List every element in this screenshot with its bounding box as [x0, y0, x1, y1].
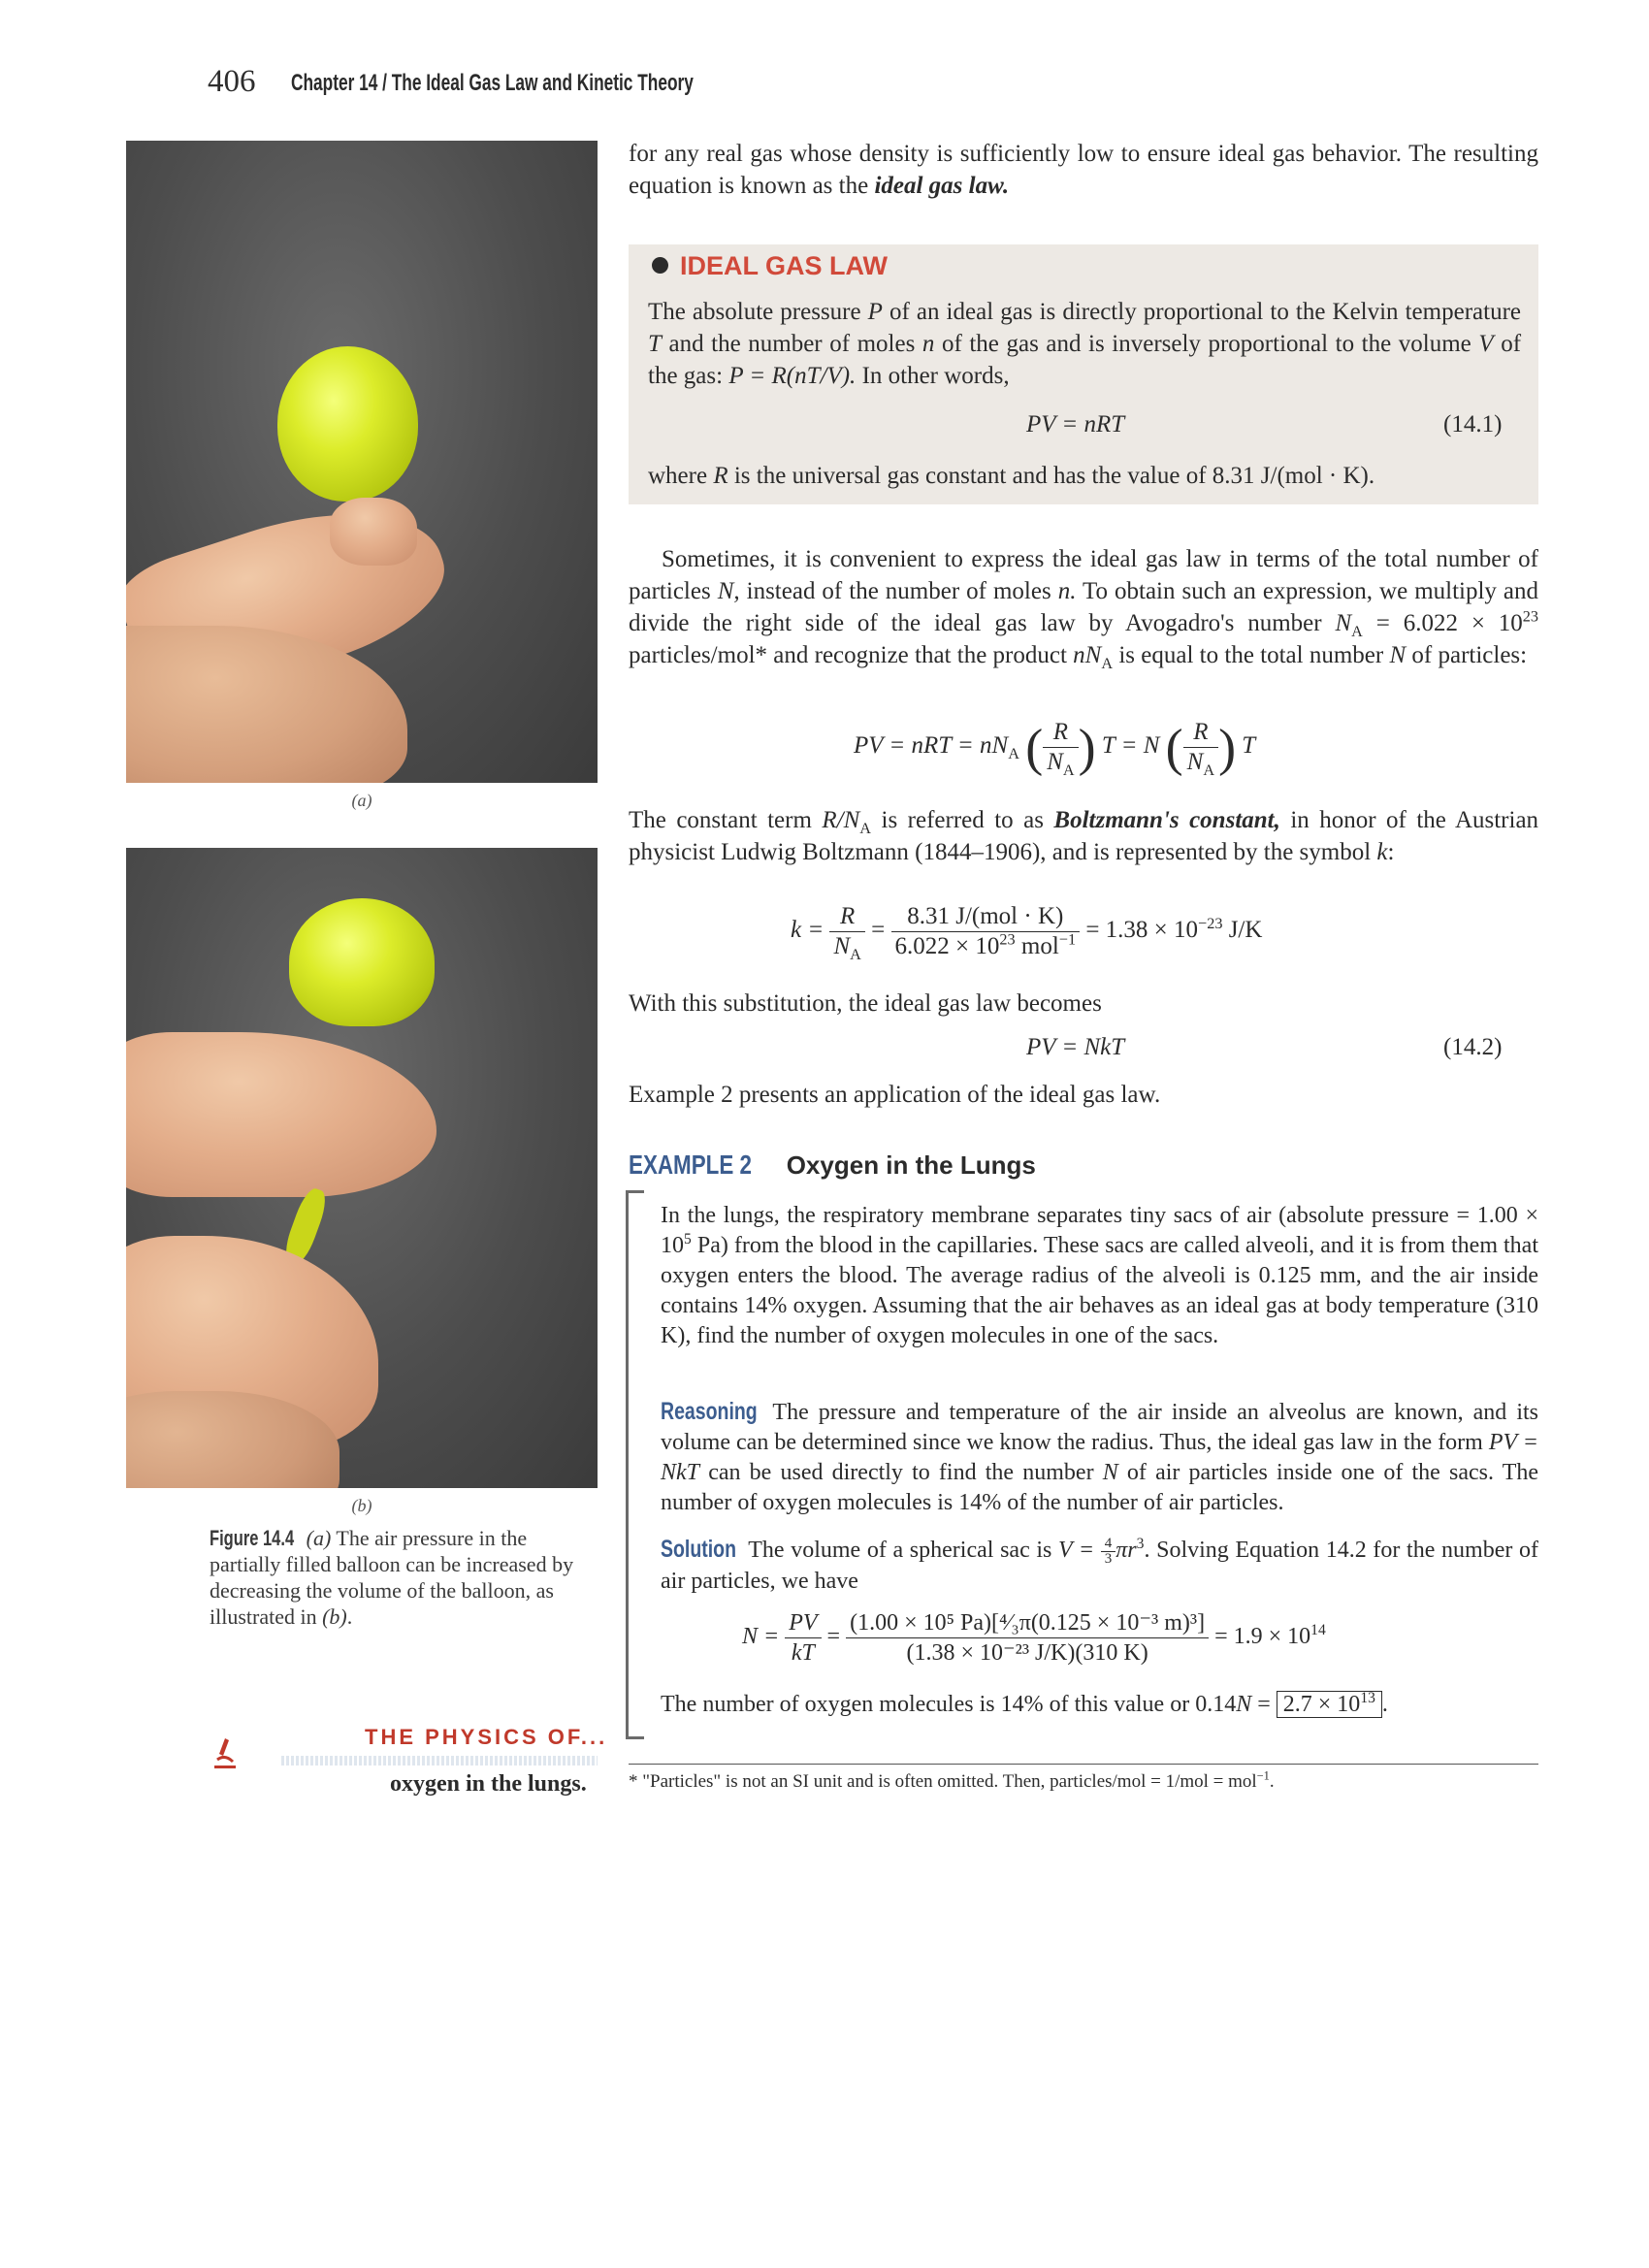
- k-result-unit: J/K: [1228, 917, 1263, 944]
- solution-t1: The volume of a spherical sac is: [748, 1538, 1052, 1563]
- law-n: n: [922, 331, 935, 357]
- figure-caption-label: Figure 14.4: [210, 1526, 295, 1550]
- final-t1: The number of oxygen molecules is 14% of this value or 0.14: [661, 1692, 1237, 1717]
- chain-end: T: [1242, 732, 1256, 760]
- law-t3: and the number of moles: [668, 331, 916, 357]
- footnote-text: * "Particles" is not an SI unit and is often omitted. Then, particles/mol = 1/mol = mol: [629, 1771, 1257, 1792]
- p2-t1: Sometimes, it is convenient to express the ideal gas law in terms of the total number of particles: [629, 546, 1538, 604]
- p3-RNA: R/N: [822, 807, 860, 833]
- paragraph-particles: [629, 543, 1538, 671]
- law-t6: In other words,: [861, 363, 1010, 389]
- bullet-icon: [652, 257, 668, 274]
- photo-balloon-a: [126, 141, 598, 783]
- k-den-exp: 23: [999, 930, 1016, 949]
- p3-t2: is referred to as: [881, 807, 1044, 833]
- reasoning-t3: of air particles inside one of the sacs. The number of oxygen molecules is 14% of the number of air particles.: [661, 1460, 1539, 1515]
- equation-chain: PV = nRT = $nN_A$ ( $\frac{R}{N_A}$ ) T = N ( $\frac{R}{N_A}$ ) T: [854, 718, 1256, 779]
- law-where2: is the universal gas constant and has the value of 8.31 J/(mol · K).: [733, 463, 1375, 489]
- k-frac-2: [891, 902, 1081, 961]
- solution-t2: . Solving Equation 14.2 for the number of air particles, we have: [661, 1538, 1538, 1594]
- k-frac-1: [829, 902, 864, 961]
- ex-problem2: Pa) from the blood in the capillaries. These sacs are called alveoli, and it is from them that oxygen enters the blood. The average radius of the alveoli is 0.125 mm, and the air inside contains 14% oxygen. Assuming that the air behaves as an ideal gas at body temperature (310 K), find the number of oxygen molecules in one of the sacs.: [661, 1233, 1539, 1348]
- law-formula-inline: P = R(nT/V).: [728, 363, 857, 389]
- k-frac1-den: N: [833, 933, 851, 959]
- final-N: N: [1236, 1692, 1252, 1717]
- intro-term: ideal gas law.: [874, 173, 1010, 199]
- solution-label: Solution: [661, 1536, 736, 1563]
- p2-t2: instead of the number of moles: [746, 578, 1051, 604]
- footnote-exp: −1: [1256, 1768, 1270, 1783]
- thumb-a: [330, 498, 417, 566]
- eq-14-1-text: PV = nRT: [1026, 411, 1125, 437]
- chain-frac-2: [1183, 718, 1218, 777]
- n-frac1-num: PV: [785, 1608, 821, 1638]
- intro-paragraph: [629, 138, 1538, 202]
- example-reasoning: [661, 1397, 1538, 1518]
- example-intro-text: Example 2 presents an application of the ideal gas law.: [629, 1082, 1161, 1108]
- reasoning-label: Reasoning: [661, 1398, 758, 1425]
- chain-frac-1: [1043, 718, 1078, 777]
- chain-frac1-sub: A: [1062, 761, 1075, 779]
- caption-b-ref: (b): [322, 1604, 347, 1629]
- p2-t6: is equal to the total number: [1118, 642, 1384, 668]
- example-title: Oxygen in the Lungs: [786, 1150, 1036, 1180]
- k-frac2-den: 6.022 × 10: [894, 933, 1000, 959]
- reasoning-N: N: [1102, 1460, 1118, 1485]
- physics-of-topic: oxygen in the lungs.: [390, 1771, 587, 1797]
- footnote-end: .: [1269, 1771, 1275, 1792]
- balloon-a: [277, 346, 418, 502]
- k-result: = 1.38 × 10: [1085, 917, 1199, 944]
- boltzmann-equation: [791, 902, 1262, 961]
- footnote-rule: [629, 1764, 1538, 1765]
- law-t1: The absolute pressure: [648, 299, 861, 325]
- chain-frac1-num: R: [1043, 718, 1078, 748]
- solution-frac-num: 4: [1101, 1537, 1116, 1552]
- ideal-gas-law-title: [652, 251, 888, 281]
- law-t2: of an ideal gas is directly proportional to the Kelvin temperature: [889, 299, 1521, 325]
- final-eq: =: [1257, 1692, 1271, 1717]
- n-result-exp: 14: [1310, 1622, 1326, 1639]
- reasoning-t2: can be used directly to find the number: [708, 1460, 1094, 1485]
- figure-label-a: (a): [351, 791, 372, 810]
- law-where1: where: [648, 463, 708, 489]
- p2-t5: particles/mol* and recognize that the product: [629, 642, 1067, 668]
- p2-N: N,: [717, 578, 740, 604]
- balloon-b: [289, 898, 435, 1026]
- physics-of-bar: [281, 1756, 598, 1766]
- footnote: [629, 1768, 1275, 1793]
- caption-a-ref: (a): [306, 1526, 332, 1550]
- p3-t1: The constant term: [629, 807, 812, 833]
- p2-t3: To obtain such an expression, we multiply and divide the right side of the ideal gas law by Avogadro's number: [629, 578, 1539, 636]
- final-answer: 2.7 × 10: [1282, 1692, 1361, 1717]
- physics-of-title: THE PHYSICS OF...: [365, 1725, 608, 1749]
- p2-exp: 23: [1522, 607, 1539, 626]
- chain-frac2-sub: A: [1203, 761, 1215, 779]
- intro-text: for any real gas whose density is sufficiently low to ensure ideal gas behavior. The resulting equation is known as the: [629, 141, 1538, 199]
- running-head: Chapter 14 / The Ideal Gas Law and Kinetic Theory: [291, 70, 694, 96]
- substitution-text: With this substitution, the ideal gas law becomes: [629, 990, 1102, 1017]
- eq-14-2-text: PV = NkT: [1026, 1034, 1125, 1060]
- k-frac2-num: 8.31 J/(mol · K): [891, 902, 1081, 932]
- ex-problem-exp: 5: [684, 1231, 692, 1247]
- n-result: = 1.9 × 10: [1214, 1624, 1311, 1650]
- p2-NA: N: [1335, 610, 1352, 636]
- particles-equation: N = $\frac{PV}{kT}$ = $\frac{\text{(1.00 × 10⁵ Pa)[⁴⁄₃π(0.125 × 10⁻³ m)³]}}{\text{(1.38 × 10⁻²³ J/K)(310 K)}}$ = $1.9 \times 10^{14}$: [742, 1610, 1326, 1666]
- n-lhs: N =: [742, 1624, 780, 1650]
- p2-t7: of particles:: [1411, 642, 1528, 668]
- reasoning-eq: PV = NkT: [661, 1430, 1539, 1485]
- example-final: [661, 1688, 1538, 1721]
- p3-colon: :: [1387, 839, 1395, 865]
- final-end: .: [1381, 1692, 1388, 1717]
- solution-pr: πr: [1116, 1538, 1137, 1563]
- chain-sub: A: [1008, 745, 1019, 763]
- law-P: P: [867, 299, 883, 325]
- p3-RNA-sub: A: [859, 820, 872, 837]
- law-title-text: IDEAL GAS LAW: [680, 251, 889, 280]
- law-statement: [648, 296, 1521, 392]
- chain-frac2-den: N: [1186, 749, 1204, 775]
- k-lhs: k =: [791, 917, 824, 944]
- microscope-icon: [211, 1736, 239, 1771]
- p3-k: k: [1376, 839, 1388, 865]
- solution-V: V =: [1058, 1538, 1101, 1563]
- k-den-unit-exp: −1: [1058, 930, 1077, 949]
- n-frac1-den: kT: [791, 1640, 815, 1666]
- law-V: V: [1478, 331, 1494, 357]
- photo-balloon-b: [126, 848, 598, 1488]
- caption-end: .: [346, 1604, 353, 1629]
- p2-t4: = 6.022 × 10: [1375, 610, 1523, 636]
- law-t5: of the gas:: [648, 331, 1522, 389]
- k-result-exp: −23: [1198, 914, 1223, 932]
- equation-14-2-number: (14.2): [1443, 1034, 1503, 1060]
- n-frac2-den: (1.38 × 10⁻²³ J/K)(310 K): [906, 1640, 1148, 1666]
- example-solution: [661, 1535, 1538, 1597]
- page-number: 406: [208, 64, 256, 99]
- chain-frac1-den: N: [1047, 749, 1063, 775]
- figure-caption: [210, 1525, 598, 1630]
- example-heading: [629, 1150, 1036, 1181]
- figure-label-b: (b): [351, 1496, 372, 1515]
- solution-frac-den: 3: [1104, 1550, 1113, 1567]
- p2-NA-sub: A: [1351, 623, 1363, 640]
- equation-14-1-number: (14.1): [1443, 411, 1503, 437]
- equation-14-2: [1026, 1034, 1124, 1061]
- n-frac-1: [785, 1608, 821, 1668]
- equation-14-1: [1026, 411, 1124, 438]
- law-R: R: [713, 463, 728, 489]
- law-where: [648, 460, 1521, 492]
- caption-text: The air pressure in the partially filled balloon can be increased by decreasing the volume of the balloon, as illustrated in: [210, 1526, 574, 1629]
- p2-nNA-sub: A: [1101, 655, 1114, 672]
- p2-n: n.: [1057, 578, 1077, 604]
- law-T: T: [648, 331, 662, 357]
- chain-frac2-num: R: [1183, 718, 1218, 748]
- solution-exp: 3: [1136, 1536, 1145, 1552]
- p2-N2: N: [1389, 642, 1406, 668]
- example-problem: [661, 1201, 1538, 1351]
- final-answer-box: [1277, 1691, 1382, 1718]
- k-frac1-sub: A: [850, 946, 861, 963]
- k-den-unit: mol: [1020, 933, 1059, 959]
- p3-t3: in honor of the Austrian physicist Ludwig Boltzmann (1844–1906), and is represented by the symbol: [629, 807, 1539, 865]
- p2-nNA: nN: [1073, 642, 1102, 668]
- physics-icon: [211, 1736, 239, 1780]
- reasoning-t1: The pressure and temperature of the air inside an alveolus are known, and its volume can be determined since we know the radius. Thus, the ideal gas law in the form: [661, 1400, 1538, 1455]
- solution-frac: [1101, 1537, 1116, 1567]
- chain-mid: T = N: [1101, 732, 1160, 760]
- p3-term: Boltzmann's constant,: [1053, 807, 1280, 833]
- k-eqs: =: [871, 917, 886, 944]
- n-frac2-num: (1.00 × 10⁵ Pa)[⁴⁄₃π(0.125 × 10⁻³ m)³]: [846, 1608, 1209, 1638]
- paragraph-boltzmann: [629, 804, 1538, 868]
- k-frac1-num: R: [829, 902, 864, 932]
- example-bracket: [626, 1190, 644, 1739]
- n-frac-2: [846, 1608, 1209, 1668]
- example-label: EXAMPLE 2: [629, 1150, 752, 1180]
- ex-problem1: In the lungs, the respiratory membrane separates tiny sacs of air (absolute pressure = 1.00 × 10: [661, 1203, 1538, 1258]
- chain-left: PV = nRT = nN: [854, 732, 1009, 760]
- final-answer-exp: 13: [1360, 1690, 1375, 1706]
- law-t4: of the gas and is inversely proportional to the volume: [941, 331, 1471, 357]
